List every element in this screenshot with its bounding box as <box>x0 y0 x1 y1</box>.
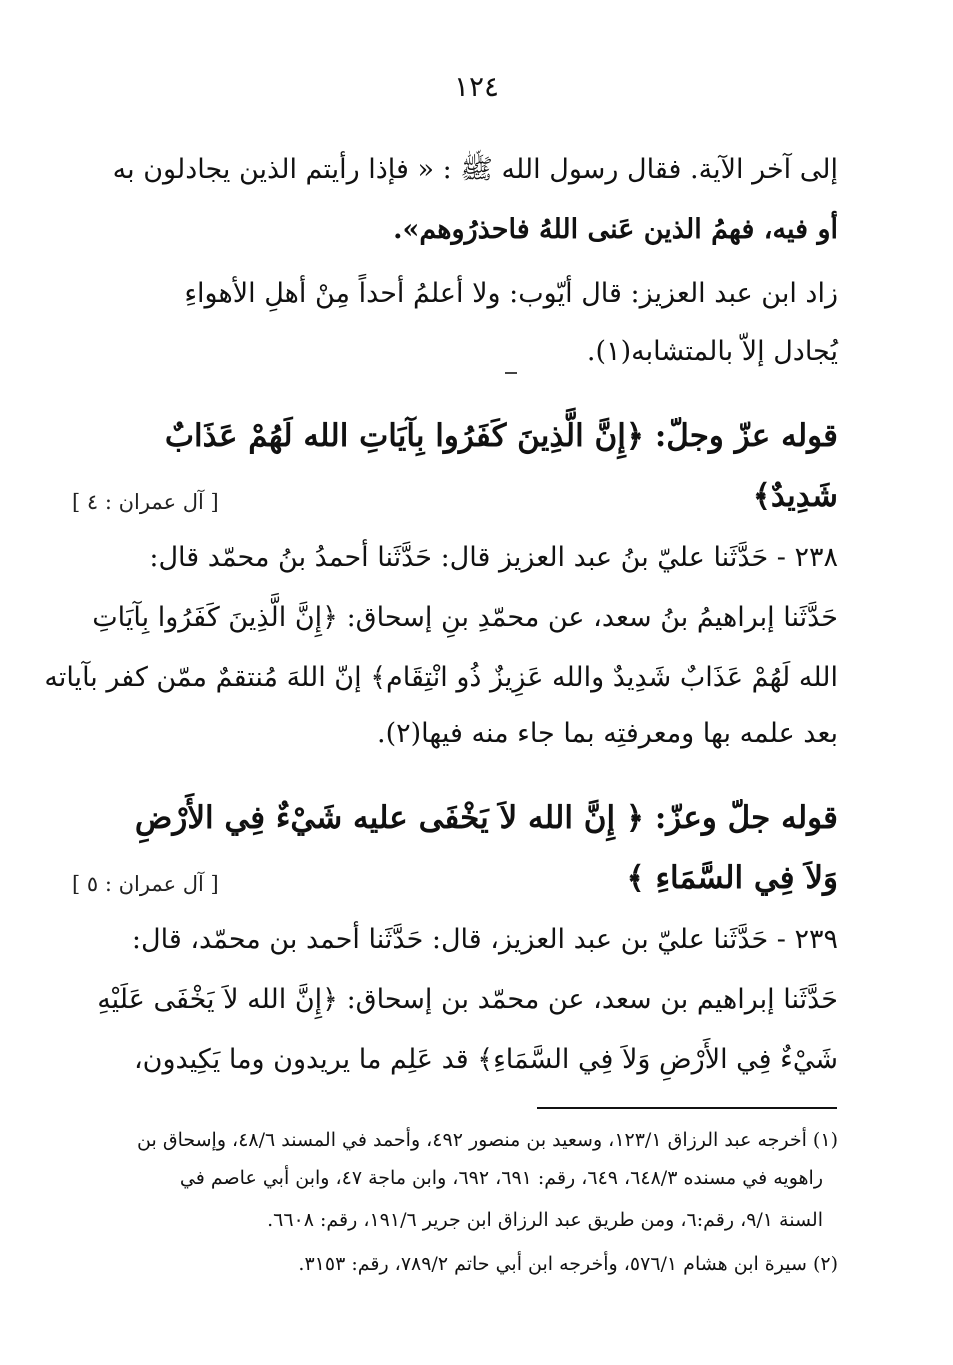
heading-verse-4-cont: شَدِيدٌ﴾ <box>752 478 838 514</box>
hadith-238-line-2: حَدَّثَنا إبراهيمُ بنُ سعد، عن محمّدِ بنِ إسحاق: ﴿إِنَّ الَّذِينَ كَفَرُوا بِآيَاتِ <box>92 602 838 633</box>
heading-verse-5: قوله جلّ وعزّ: ﴿ إِنَّ الله لاَ يَخْفَى عليه شَيْءٌ فِي الأَرْضِ <box>134 800 838 836</box>
heading-verse-5-cont: وَلاَ فِي السَّمَاءِ ﴾ <box>626 860 838 896</box>
footnote-1-line-1: (١) أخرجه عبد الرزاق ١٢٣/١، وسعيد بن منصور ٤٩٢، وأحمد في المسند ٤٨/٦، وإسحاق بن <box>137 1129 838 1151</box>
text-line-4: يُجادل إلاّ بالمتشابه(١). <box>586 336 838 367</box>
hadith-238-line-1: ٢٣٨ - حَدَّثَنا عليّ بنُ عبد العزيز قال: حَدَّثَنا أحمدُ بنُ محمّد قال: <box>149 542 838 573</box>
verse-reference-5: [ آل عمران : ٥ ] <box>72 872 219 896</box>
hadith-239-line-3: شَيْءٌ فِي الأَرْضِ وَلاَ فِي السَّمَاءِ﴾ قد عَلِم ما يريدون وما يَكِيدون، <box>133 1044 838 1075</box>
separator-mark <box>505 372 517 374</box>
footnote-separator <box>537 1107 837 1109</box>
page-number: ١٢٤ <box>453 70 500 103</box>
hadith-239-line-1: ٢٣٩ - حَدَّثَنا عليّ بن عبد العزيز، قال: حَدَّثَنا أحمد بن محمّد، قال: <box>131 924 838 955</box>
hadith-238-line-3: الله لَهُمْ عَذَابٌ شَدِيدٌ والله عَزِيزٌ ذُو انْتِقَام﴾ إنّ اللهَ مُنتقمٌ ممّن كفر بآياته <box>44 662 838 693</box>
text-line-2: أو فيه، فهمُ الذين عَنى اللهُ فاحذرُوهم». <box>393 214 838 245</box>
text-line-3: زاد ابن عبد العزيز: قال أيّوب: ولا أعلمُ أحداً مِنْ أهلِ الأهواءِ <box>184 278 838 309</box>
hadith-238-line-4: بعد علمه بها ومعرفتِه بما جاء منه فيها(٢). <box>376 718 838 749</box>
text-line-1: إلى آخر الآية. فقال رسول الله ﷺ : « فإذا رأيتم الذين يجادلون به <box>112 154 838 185</box>
verse-reference-4: [ آل عمران : ٤ ] <box>72 490 219 514</box>
footnote-1-line-2: راهويه في مسنده ٦٤٨/٣، ٦٤٩، رقم: ٦٩١، ٦٩٢، وابن ماجة ٤٧، وابن أبي عاصم في <box>179 1167 823 1189</box>
footnote-1-line-3: السنة ٩/١، رقم:٦، ومن طريق عبد الرزاق ابن جرير ١٩١/٦، رقم: ٦٦٠٨. <box>267 1209 823 1231</box>
heading-verse-4: قوله عزّ وجلّ: ﴿إِنَّ الَّذِينَ كَفَرُوا بِآيَاتِ الله لَهُمْ عَذَابٌ <box>164 418 838 454</box>
footnote-2: (٢) سيرة ابن هشام ٥٧٦/١، وأخرجه ابن أبي حاتم ٧٨٩/٢، رقم: ٣١٥٣. <box>298 1253 838 1275</box>
hadith-239-line-2: حَدَّثَنا إبراهيم بن سعد، عن محمّد بن إسحاق: ﴿إِنَّ الله لاَ يَخْفَى عَلَيْهِ <box>97 984 838 1015</box>
